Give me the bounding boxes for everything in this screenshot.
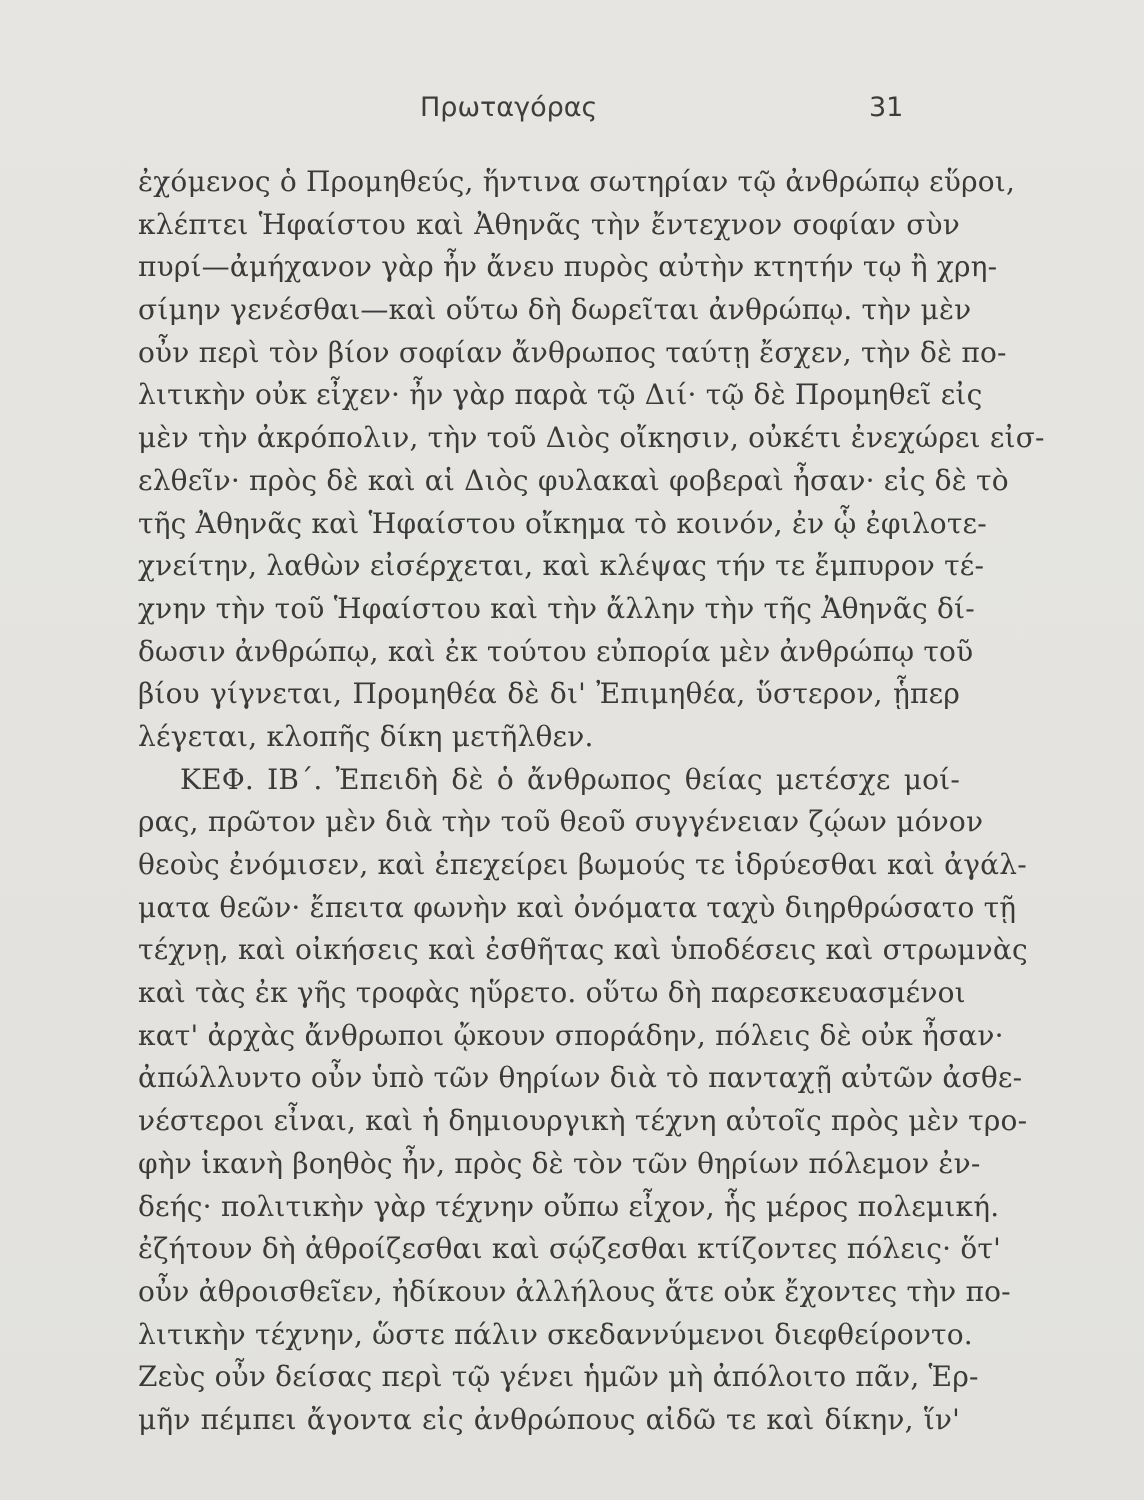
text-line: χνην τὴν τοῦ Ἡφαίστου καὶ τὴν ἄλλην τὴν τῆς Ἀθηνᾶς δί- [138, 591, 975, 625]
text-line: κατ' ἀρχὰς ἄνθρωποι ᾤκουν σποράδην, πόλεις δὲ οὐκ ἦσαν· [138, 1018, 1004, 1052]
text-line: οὖν περὶ τὸν βίον σοφίαν ἄνθρωπος ταύτῃ ἔσχεν, τὴν δὲ πο- [138, 335, 1007, 369]
text-line: μῆν πέμπει ἄγοντα εἰς ἀνθρώπους αἰδῶ τε καὶ δίκην, ἵν' [138, 1402, 960, 1436]
text-line: ἀπώλλυντο οὖν ὑπὸ τῶν θηρίων διὰ τὸ πανταχῇ αὐτῶν ἀσθε- [138, 1061, 1023, 1095]
text-line: λιτικὴν οὐκ εἶχεν· ἦν γὰρ παρὰ τῷ Διί· τῷ δὲ Προμηθεῖ εἰς [138, 378, 983, 412]
text-line: βίου γίγνεται, Προμηθέα δὲ δι' Ἐπιμηθέα, ὕστερον, ᾗπερ [138, 677, 960, 711]
text-line: Ζεὺς οὖν δείσας περὶ τῷ γένει ἡμῶν μὴ ἀπόλοιτο πᾶν, Ἑρ- [138, 1360, 979, 1394]
running-title: Πρωταγόρας [420, 92, 598, 123]
text-line: σίμην γενέσθαι—καὶ οὕτω δὴ δωρεῖται ἀνθρώπῳ. τὴν μὲν [138, 293, 972, 327]
text-line: λιτικὴν τέχνην, ὥστε πάλιν σκεδαννύμενοι διεφθείροντο. [138, 1317, 973, 1351]
text-line: καὶ τὰς ἐκ γῆς τροφὰς ηὕρετο. οὕτω δὴ παρεσκευασμένοι [138, 976, 966, 1010]
text-line: φὴν ἱκανὴ βοηθὸς ἦν, πρὸς δὲ τὸν τῶν θηρίων πόλεμον ἐν- [138, 1146, 981, 1180]
text-line: κλέπτει Ἡφαίστου καὶ Ἀθηνᾶς τὴν ἔντεχνον σοφίαν σὺν [138, 207, 960, 241]
text-line: θεοὺς ἐνόμισεν, καὶ ἐπεχείρει βωμούς τε ἱδρύεσθαι καὶ ἀγάλ- [138, 848, 1027, 881]
text-line: μὲν τὴν ἀκρόπολιν, τὴν τοῦ Διὸς οἴκησιν, οὐκέτι ἐνεχώρει εἰσ- [138, 421, 1045, 455]
text-line: λέγεται, κλοπῆς δίκη μετῆλθεν. [138, 719, 594, 753]
text-line: τέχνῃ, καὶ οἰκήσεις καὶ ἐσθῆτας καὶ ὑποδέσεις καὶ στρωμνὰς [138, 933, 1028, 967]
page-number: 31 [869, 92, 904, 123]
text-line: ἐζήτουν δὴ ἀθροίζεσθαι καὶ σῴζεσθαι κτίζοντες πόλεις· ὅτ' [138, 1232, 1001, 1266]
running-head [0, 92, 1144, 132]
text-line: οὖν ἀθροισθεῖεν, ἠδίκουν ἀλλήλους ἅτε οὐκ ἔχοντες τὴν πο- [138, 1274, 1011, 1308]
text-line: χνείτην, λαθὼν εἰσέρχεται, καὶ κλέψας τήν τε ἔμπυρον τέ- [138, 549, 985, 583]
text-line: δεής· πολιτικὴν γὰρ τέχνην οὔπω εἶχον, ἧς μέρος πολεμική. [138, 1189, 1000, 1223]
text-line: ἐχόμενος ὁ Προμηθεύς, ἥντινα σωτηρίαν τῷ ἀνθρώπῳ εὕροι, [138, 165, 1016, 198]
text-line: νέστεροι εἶναι, καὶ ἡ δημιουργικὴ τέχνη αὐτοῖς πρὸς μὲν τρο- [138, 1104, 1028, 1138]
text-line: ρας, πρῶτον μὲν διὰ τὴν τοῦ θεοῦ συγγένειαν ζῴων μόνον [138, 805, 984, 839]
text-line: τῆς Ἀθηνᾶς καὶ Ἡφαίστου οἴκημα τὸ κοινόν, ἐν ᾧ ἐφιλοτε- [138, 506, 987, 540]
text-line: ελθεῖν· πρὸς δὲ καὶ αἱ Διὸς φυλακαὶ φοβεραὶ ἦσαν· εἰς δὲ τὸ [138, 463, 1009, 497]
text-line: δωσιν ἀνθρώπῳ, καὶ ἐκ τούτου εὐπορία μὲν ἀνθρώπῳ τοῦ [138, 634, 974, 668]
text-line: πυρί—ἀμήχανον γὰρ ἦν ἄνευ πυρὸς αὐτὴν κτητήν τῳ ἢ χρη- [138, 250, 998, 284]
chapter-heading-line: ΚΕΦ. ΙΒ΄. Ἐπειδὴ δὲ ὁ ἄνθρωπος θείας μετέσχε μοί- [180, 762, 960, 796]
body-text [138, 161, 1045, 1442]
text-line: ματα θεῶν· ἔπειτα φωνὴν καὶ ὀνόματα ταχὺ διηρθρώσατο τῇ [138, 890, 1017, 924]
